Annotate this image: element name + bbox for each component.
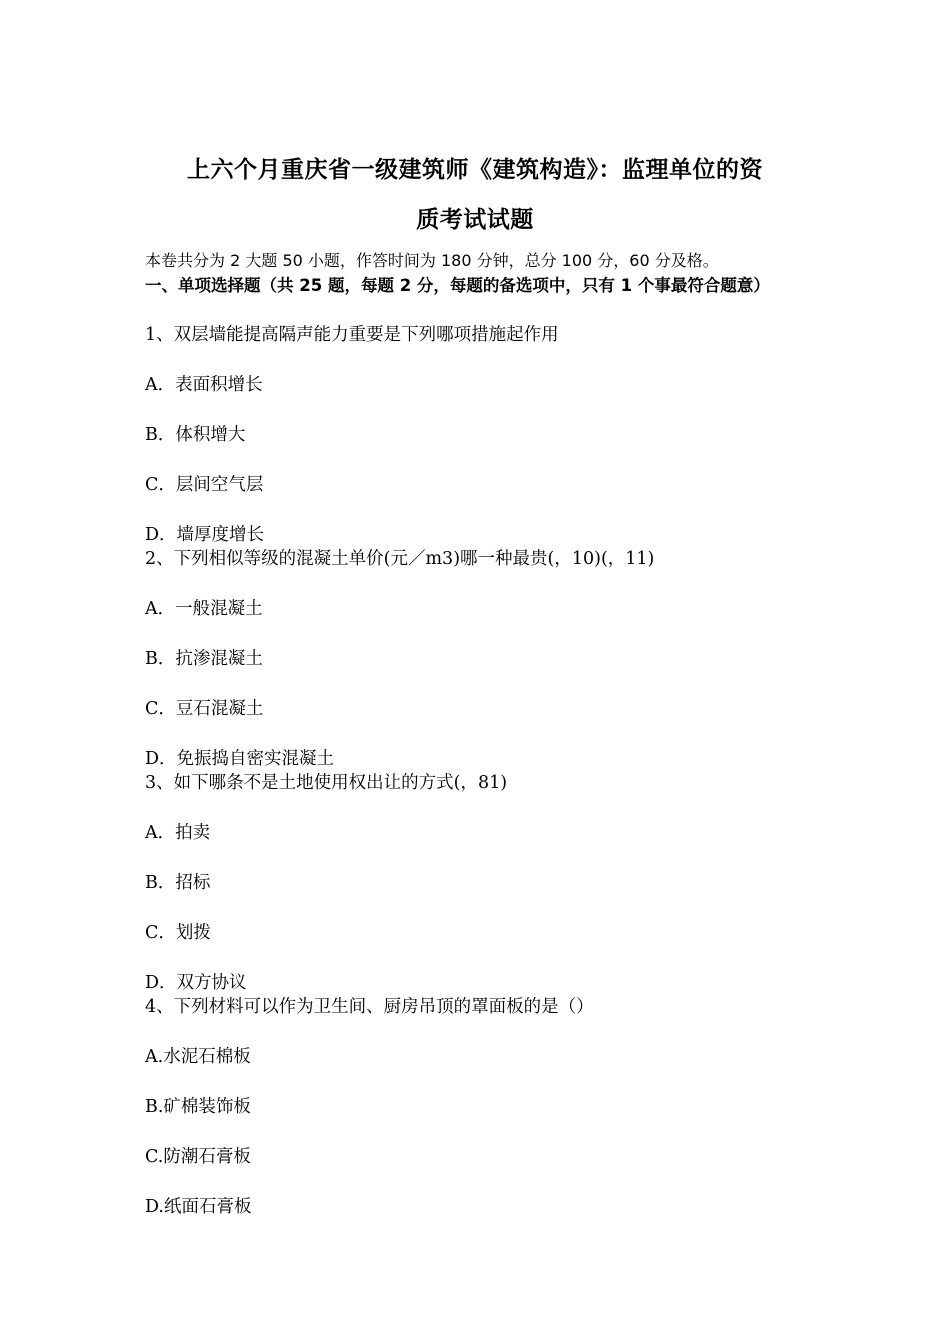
question-4-option-a: A.水泥石棉板: [145, 1047, 251, 1067]
question-1-option-a: A．表面积增长: [145, 375, 263, 395]
exam-intro: 本卷共分为 2 大题 50 小题，作答时间为 180 分钟，总分 100 分，60 分及格。: [145, 251, 719, 270]
question-3-option-c: C．划拨: [145, 923, 211, 943]
document-title-line2: 质考试试题: [416, 207, 534, 233]
question-1-option-c: C．层间空气层: [145, 475, 264, 495]
question-2-option-c: C．豆石混凝土: [145, 699, 264, 719]
question-2-option-d: D．免振捣自密实混凝土: [145, 749, 335, 769]
question-4-option-d: D.纸面石膏板: [145, 1197, 252, 1217]
document-title-line1: 上六个月重庆省一级建筑师《建筑构造》：监理单位的资: [187, 157, 763, 183]
section-heading-single-choice: 一、单项选择题（共 25 题，每题 2 分，每题的备选项中，只有 1 个事最符合题意）: [145, 276, 770, 295]
question-1-option-d: D．墙厚度增长: [145, 525, 265, 545]
question-3-option-d: D．双方协议: [145, 973, 247, 993]
question-2-option-b: B．抗渗混凝土: [145, 649, 263, 669]
question-1-option-b: B．体积增大: [145, 425, 246, 445]
question-2-option-a: A．一般混凝土: [145, 599, 263, 619]
question-1: 1、双层墙能提高隔声能力重要是下列哪项措施起作用: [145, 325, 559, 345]
question-3: 3、如下哪条不是土地使用权出让的方式(，81): [145, 773, 508, 793]
question-4-option-b: B.矿棉装饰板: [145, 1097, 251, 1117]
question-2: 2、下列相似等级的混凝土单价(元／m3)哪一种最贵(，10)(，11): [145, 549, 655, 569]
question-3-option-b: B．招标: [145, 873, 211, 893]
question-4: 4、下列材料可以作为卫生间、厨房吊顶的罩面板的是（）: [145, 997, 594, 1017]
question-4-option-c: C.防潮石膏板: [145, 1147, 251, 1167]
question-3-option-a: A．拍卖: [145, 823, 211, 843]
